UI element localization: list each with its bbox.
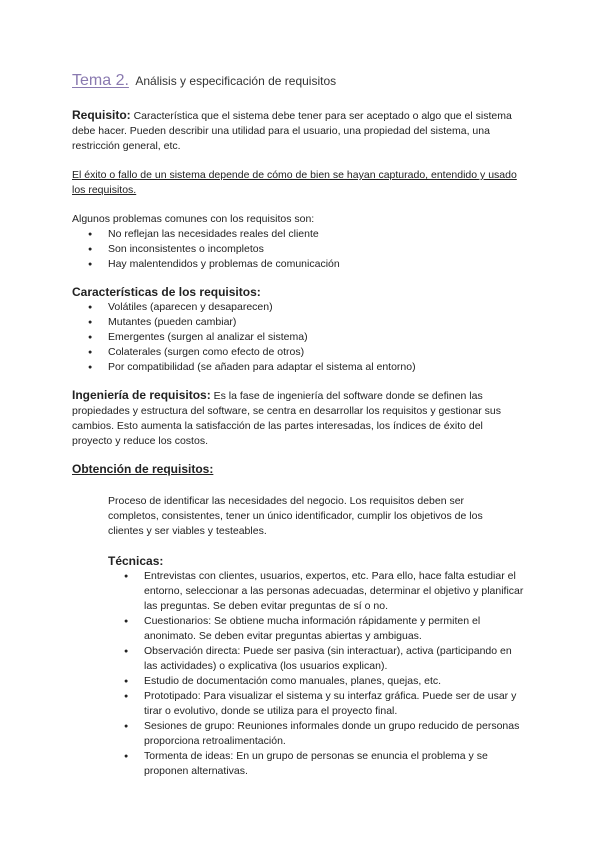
ingenieria-term: Ingeniería de requisitos: [72,388,211,402]
obtencion-text-block [108,494,508,539]
requisito-text: Característica que el sistema debe tener para ser aceptado o algo que el sistema debe hacer. Pueden describir una utilidad para el usuario, una propiedad del sistema, una restricción general, etc. [72,110,512,152]
requisito-definition [72,108,522,154]
list-item: ● Estudio de documentación como manuales, planes, quejas, etc. [108,674,528,689]
list-item: ● Cuestionarios: Se obtiene mucha información rápidamente y permiten el anonimato. Se deben evitar preguntas abiertas y ambiguas. [108,614,528,644]
problemas-section [72,212,522,272]
ingenieria-definition [72,388,522,449]
tecnicas-section [108,554,528,779]
list-item: ● Entrevistas con clientes, usuarios, expertos, etc. Para ello, hace falta estudiar el entorno, seleccionar a las personas adecuadas, determinar el objetivo y planificar las preguntas. Se deben evitar preguntas de sí o no. [108,569,528,614]
caracteristicas-heading: Características de los requisitos: [72,285,261,299]
list-item: ● Tormenta de ideas: En un grupo de personas se enuncia el problema y se proponen alternativas. [108,749,528,779]
page-title [72,72,336,90]
list-item: ● Son inconsistentes o incompletos [72,242,522,257]
ingenieria-text: Es la fase de ingeniería del software donde se definen las propiedades y estructura del software, se centra en desarrollar los requisitos y gestionar sus cambios. Esto aumenta la satisfacción de las partes interesadas, los índices de éxito del proyecto y reduce los costos. [72,390,501,447]
problemas-list [72,227,522,272]
list-item: ● Por compatibilidad (se añaden para adaptar el sistema al entorno) [72,360,522,375]
title-text: Análisis y especificación de requisitos [135,74,337,88]
exito-text: El éxito o fallo de un sistema depende de cómo de bien se hayan capturado, entendido y usado los requisitos. [72,169,517,196]
obtencion-heading: Obtención de requisitos: [72,462,214,476]
list-item: ● Hay malentendidos y problemas de comunicación [72,257,522,272]
list-item: ● Colaterales (surgen como efecto de otros) [72,345,522,360]
tecnicas-heading: Técnicas: [108,554,164,568]
caracteristicas-section [72,285,522,375]
exito-note [72,168,522,198]
caracteristicas-list [72,300,522,375]
list-item: ● Sesiones de grupo: Reuniones informales donde un grupo reducido de personas proporciona retroalimentación. [108,719,528,749]
list-item: ● Observación directa: Puede ser pasiva (sin interactuar), activa (participando en las actividades) o explicativa (los usuarios explican). [108,644,528,674]
list-item: ● Volátiles (aparecen y desaparecen) [72,300,522,315]
list-item: ● Prototipado: Para visualizar el sistema y su interfaz gráfica. Puede ser de usar y tirar o evolutivo, donde se utiliza para el proyecto final. [108,689,528,719]
obtencion-text: Proceso de identificar las necesidades del negocio. Los requisitos deben ser completos, consistentes, tener un único identificador, cumplir los objetivos de los clientes y ser viables y testeables. [108,495,483,537]
title-number: Tema 2. [72,72,129,89]
obtencion-heading-block [72,462,522,477]
list-item: ● Emergentes (surgen al analizar el sistema) [72,330,522,345]
requisito-term: Requisito: [72,108,131,122]
list-item: ● Mutantes (pueden cambiar) [72,315,522,330]
problemas-intro: Algunos problemas comunes con los requisitos son: [72,213,315,225]
tecnicas-list [108,569,528,779]
list-item: ● No reflejan las necesidades reales del cliente [72,227,522,242]
